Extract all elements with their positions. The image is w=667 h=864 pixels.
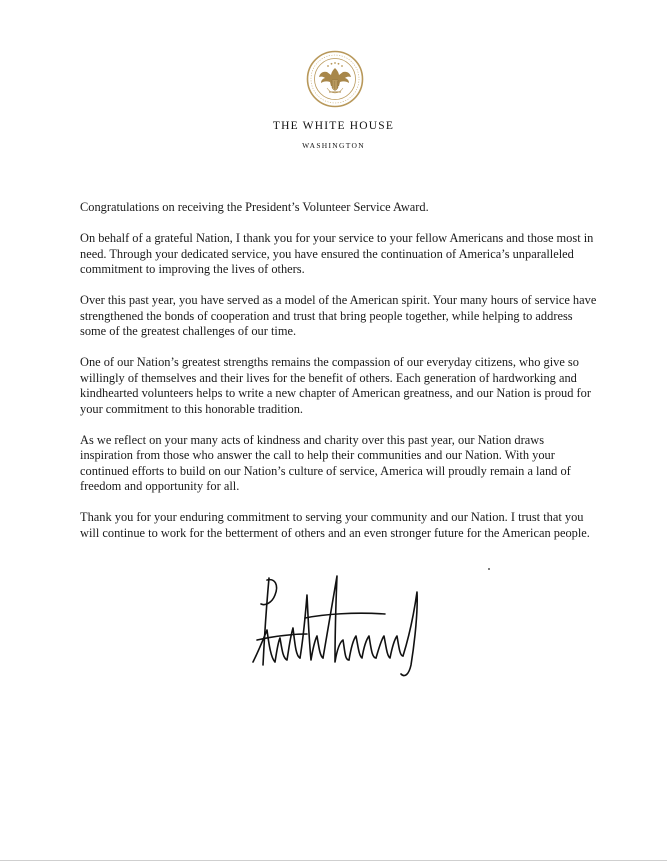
letter-paragraph: Over this past year, you have served as a model of the American spirit. Your many hours of service have strengthened the bonds of cooperation and trust that bring people together, while helping to address some of the greatest challenges of our time.	[80, 293, 597, 338]
letterhead-subtitle: WASHINGTON	[302, 141, 365, 150]
letter-paragraph: Congratulations on receiving the President’s Volunteer Service Award.	[80, 200, 429, 214]
stray-mark	[488, 568, 490, 570]
signature-icon	[245, 570, 425, 680]
letter-body	[80, 200, 600, 557]
letter-paragraph: Thank you for your enduring commitment to serving your community and our Nation. I trust that you will continue to work for the betterment of others and an even stronger future for the American people.	[80, 510, 590, 540]
presidential-seal-icon	[306, 50, 364, 108]
letter-paragraph: On behalf of a grateful Nation, I thank you for your service to your fellow Americans and those most in need. Through your dedicated service, you have ensured the continuation of America’s unparalleled commitment to improving the lives of others.	[80, 231, 594, 276]
letterhead-title: THE WHITE HOUSE	[272, 120, 395, 132]
page-edge-divider	[0, 860, 667, 861]
letter-paragraph: One of our Nation’s greatest strengths remains the compassion of our everyday citizens, who give so willingly of themselves and their lives for the benefit of others. Each generation of hardworking and kindhearted volunteers helps to write a new chapter of American greatness, and our Nation is proud for your commitment to this honorable tradition.	[80, 355, 591, 416]
letter-paragraph: As we reflect on your many acts of kindness and charity over this past year, our Nation draws inspiration from those who answer the call to help their communities and our Nation. With your continued efforts to build on our Nation’s culture of service, America will proudly remain a land of freedom and opportunity for all.	[80, 432, 571, 493]
